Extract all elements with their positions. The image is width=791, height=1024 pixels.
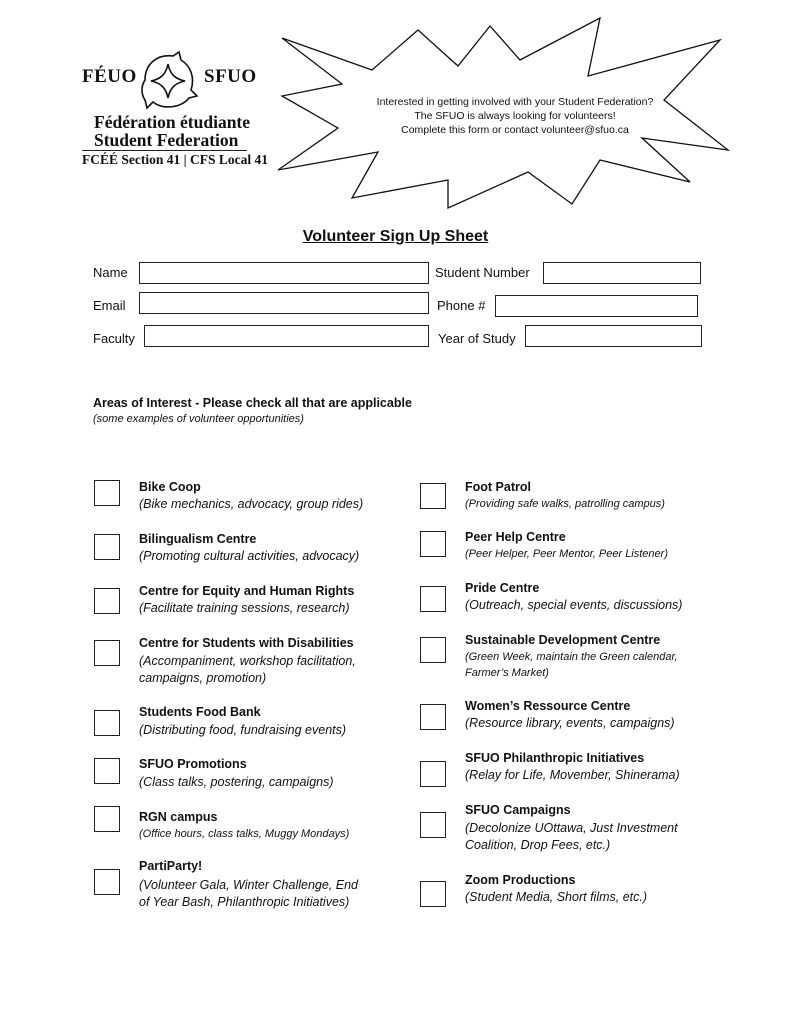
item-title: Centre for Students with Disabilities bbox=[139, 636, 354, 650]
item-title: SFUO Promotions bbox=[139, 757, 247, 771]
item-desc: (Accompaniment, workshop facilitation, bbox=[139, 654, 356, 668]
page-title: Volunteer Sign Up Sheet bbox=[302, 228, 489, 245]
item-desc-cont: campaigns, promotion) bbox=[139, 671, 267, 685]
checkbox-philanthropic-initiatives[interactable] bbox=[420, 761, 446, 787]
callout-line-2: The SFUO is always looking for volunteers! bbox=[414, 110, 616, 122]
email-field[interactable] bbox=[139, 292, 429, 314]
item-desc: (Class talks, postering, campaigns) bbox=[139, 775, 334, 789]
item-desc: (Relay for Life, Movember, Shinerama) bbox=[465, 768, 680, 782]
item-title: RGN campus bbox=[139, 810, 218, 824]
item-title: Students Food Bank bbox=[139, 705, 261, 719]
areas-heading: Areas of Interest - Please check all that are applicable bbox=[93, 396, 412, 410]
item-title: Centre for Equity and Human Rights bbox=[139, 584, 355, 598]
item-title: Sustainable Development Centre bbox=[465, 633, 661, 647]
checkbox-peer-help-centre[interactable] bbox=[420, 531, 446, 557]
logo-line-en: Student Federation bbox=[94, 130, 239, 150]
callout-line-1: Interested in getting involved with your Student Federation? bbox=[376, 96, 654, 108]
checkbox-zoom-productions[interactable] bbox=[420, 881, 446, 907]
logo-en-abbrev: SFUO bbox=[204, 66, 257, 87]
item-desc: (Facilitate training sessions, research) bbox=[139, 601, 350, 615]
checkbox-bike-coop[interactable] bbox=[94, 480, 120, 506]
item-desc: (Peer Helper, Peer Mentor, Peer Listener) bbox=[465, 548, 668, 560]
year-of-study-field[interactable] bbox=[525, 325, 702, 347]
checkbox-sfuo-campaigns[interactable] bbox=[420, 812, 446, 838]
item-title: Zoom Productions bbox=[465, 873, 576, 887]
areas-subheading: (some examples of volunteer opportunities) bbox=[93, 413, 304, 425]
item-desc: (Resource library, events, campaigns) bbox=[465, 716, 675, 730]
faculty-label: Faculty bbox=[93, 331, 135, 346]
year-of-study-label: Year of Study bbox=[438, 331, 516, 346]
item-title: SFUO Philanthropic Initiatives bbox=[465, 751, 645, 765]
logo-locals: FCÉÉ Section 41 | CFS Local 41 bbox=[82, 152, 268, 167]
item-title: Foot Patrol bbox=[465, 480, 531, 494]
item-desc: (Student Media, Short films, etc.) bbox=[465, 890, 648, 904]
item-desc: (Bike mechanics, advocacy, group rides) bbox=[139, 497, 364, 511]
item-desc: (Distributing food, fundraising events) bbox=[139, 723, 347, 737]
faculty-field[interactable] bbox=[144, 325, 429, 347]
item-desc: (Providing safe walks, patrolling campus) bbox=[465, 498, 665, 510]
phone-field[interactable] bbox=[495, 295, 698, 317]
item-title: PartiParty! bbox=[139, 859, 203, 873]
student-number-field[interactable] bbox=[543, 262, 701, 284]
email-label: Email bbox=[93, 298, 126, 313]
checkbox-bilingualism-centre[interactable] bbox=[94, 534, 120, 560]
item-desc: (Office hours, class talks, Muggy Mondays) bbox=[139, 828, 350, 840]
item-desc: (Decolonize UOttawa, Just Investment bbox=[465, 821, 678, 835]
student-number-label: Student Number bbox=[435, 265, 530, 280]
item-desc-cont: Farmer’s Market) bbox=[465, 667, 549, 679]
checkbox-foot-patrol[interactable] bbox=[420, 483, 446, 509]
checkbox-partiparty[interactable] bbox=[94, 869, 120, 895]
checkbox-sustainable-development[interactable] bbox=[420, 637, 446, 663]
logo-line-fr: Fédération étudiante bbox=[94, 112, 251, 132]
checkbox-rgn-campus[interactable] bbox=[94, 806, 120, 832]
item-desc: (Volunteer Gala, Winter Challenge, End bbox=[139, 878, 358, 892]
item-desc: (Promoting cultural activities, advocacy) bbox=[139, 549, 360, 563]
checkbox-students-disabilities[interactable] bbox=[94, 640, 120, 666]
item-title: Bike Coop bbox=[139, 480, 201, 494]
item-title: SFUO Campaigns bbox=[465, 803, 571, 817]
checkbox-sfuo-promotions[interactable] bbox=[94, 758, 120, 784]
checkbox-pride-centre[interactable] bbox=[420, 586, 446, 612]
item-desc-cont: Coalition, Drop Fees, etc.) bbox=[465, 838, 611, 852]
item-title: Women’s Ressource Centre bbox=[465, 699, 631, 713]
name-label: Name bbox=[93, 265, 128, 280]
item-desc-cont: of Year Bash, Philanthropic Initiatives) bbox=[139, 895, 350, 909]
phone-label: Phone # bbox=[437, 298, 486, 313]
callout-line-3: Complete this form or contact volunteer@sfuo.ca bbox=[401, 124, 629, 136]
checkbox-food-bank[interactable] bbox=[94, 710, 120, 736]
item-desc: (Green Week, maintain the Green calendar, bbox=[465, 651, 678, 663]
item-desc: (Outreach, special events, discussions) bbox=[465, 598, 683, 612]
item-title: Peer Help Centre bbox=[465, 530, 566, 544]
logo-divider bbox=[82, 150, 247, 151]
name-field[interactable] bbox=[139, 262, 429, 284]
item-title: Pride Centre bbox=[465, 581, 540, 595]
checkbox-womens-resource-centre[interactable] bbox=[420, 704, 446, 730]
callout-text bbox=[340, 95, 690, 137]
item-title: Bilingualism Centre bbox=[139, 532, 257, 546]
checkbox-equity-human-rights[interactable] bbox=[94, 588, 120, 614]
logo-emblem-icon bbox=[137, 50, 199, 112]
logo-fr-abbrev: FÉUO bbox=[82, 66, 137, 87]
